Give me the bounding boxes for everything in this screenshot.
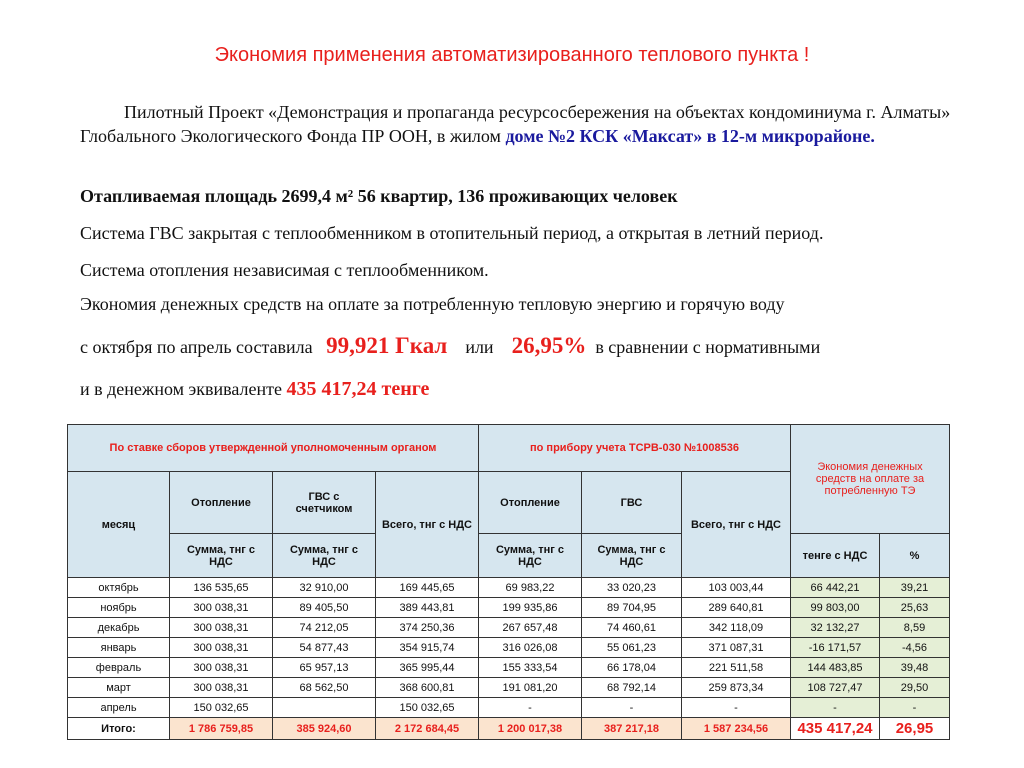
- value-cell: 300 038,31: [170, 658, 273, 678]
- header-percent: %: [880, 534, 950, 578]
- total-economy-tenge: 435 417,24: [791, 718, 880, 740]
- value-cell: 389 443,81: [376, 598, 479, 618]
- total-cell: 2 172 684,45: [376, 718, 479, 740]
- total-label: Итого:: [68, 718, 170, 740]
- total-cell: 1 587 234,56: [682, 718, 791, 740]
- value-cell: 32 132,27: [791, 618, 880, 638]
- savings-text: Экономия денежных средств на оплате за потребленную тепловую энергию и горячую воду: [80, 294, 785, 314]
- table-row: [68, 678, 950, 698]
- heating-system-text: Система отопления независимая с теплообменником.: [80, 260, 489, 280]
- month-cell: апрель: [68, 698, 170, 718]
- table-row: [68, 658, 950, 678]
- value-cell: 221 511,58: [682, 658, 791, 678]
- total-cell: 385 924,60: [273, 718, 376, 740]
- value-cell: 8,59: [880, 618, 950, 638]
- header-heating-2: Отопление: [479, 472, 582, 534]
- value-cell: 365 995,44: [376, 658, 479, 678]
- header-heating: Отопление: [170, 472, 273, 534]
- value-cell: 39,48: [880, 658, 950, 678]
- value-cell: 374 250,36: [376, 618, 479, 638]
- comparison-text: в сравнении с нормативными: [595, 337, 821, 357]
- month-cell: ноябрь: [68, 598, 170, 618]
- value-cell: 33 020,23: [582, 578, 682, 598]
- header-economy: Экономия денежных средств на оплате за потребленную ТЭ: [791, 425, 950, 534]
- value-cell: 150 032,65: [376, 698, 479, 718]
- header-tenge: тенге с НДС: [791, 534, 880, 578]
- project-text: Пилотный Проект «Демонстрация и пропаганда ресурсосбережения на объектах кондоминиума г. Алматы» Глобального Экологического Фонда ПР ООН, в жилом: [80, 102, 951, 146]
- value-cell: 108 727,47: [791, 678, 880, 698]
- value-cell: [273, 698, 376, 718]
- slide-title: Экономия применения автоматизированного теплового пункта !: [214, 44, 810, 66]
- area-text: Отапливаемая площадь 2699,4 м² 56 квартир, 136 проживающих человек: [80, 186, 678, 206]
- header-gvs: ГВС: [582, 472, 682, 534]
- value-cell: 191 081,20: [479, 678, 582, 698]
- value-cell: 99 803,00: [791, 598, 880, 618]
- value-cell: -16 171,57: [791, 638, 880, 658]
- value-cell: 316 026,08: [479, 638, 582, 658]
- value-cell: -: [880, 698, 950, 718]
- value-cell: 25,63: [880, 598, 950, 618]
- value-cell: 103 003,44: [682, 578, 791, 598]
- value-cell: 55 061,23: [582, 638, 682, 658]
- table-row: [68, 618, 950, 638]
- value-cell: -: [682, 698, 791, 718]
- value-cell: 69 983,22: [479, 578, 582, 598]
- month-cell: январь: [68, 638, 170, 658]
- value-cell: 74 212,05: [273, 618, 376, 638]
- value-cell: 68 792,14: [582, 678, 682, 698]
- value-cell: 144 483,85: [791, 658, 880, 678]
- header-total: Всего, тнг с НДС: [376, 472, 479, 578]
- total-cell: 1 200 017,38: [479, 718, 582, 740]
- value-cell: 155 333,54: [479, 658, 582, 678]
- header-gvs-meter: ГВС с счетчиком: [273, 472, 376, 534]
- month-cell: декабрь: [68, 618, 170, 638]
- header-sum-2: Сумма, тнг с НДС: [273, 534, 376, 578]
- value-cell: 259 873,34: [682, 678, 791, 698]
- money-value: 435 417,24 тенге: [286, 378, 430, 400]
- header-sum-1: Сумма, тнг с НДС: [170, 534, 273, 578]
- table-row: [68, 638, 950, 658]
- value-cell: 300 038,31: [170, 598, 273, 618]
- gcal-value: 99,921 Гкал: [326, 333, 448, 358]
- header-sum-4: Сумма, тнг с НДС: [582, 534, 682, 578]
- value-cell: -: [791, 698, 880, 718]
- savings-period-line: [80, 334, 960, 359]
- money-line: [80, 377, 960, 401]
- value-cell: -4,56: [880, 638, 950, 658]
- header-tariff-group: По ставке сборов утвержденной уполномоченным органом: [68, 425, 479, 472]
- header-sum-3: Сумма, тнг с НДС: [479, 534, 582, 578]
- or-text: или: [465, 337, 494, 357]
- value-cell: 29,50: [880, 678, 950, 698]
- gvs-system-text: Система ГВС закрытая с теплообменником в отопительный период, а открытая в летний период.: [80, 223, 824, 243]
- percent-value: 26,95%: [511, 333, 587, 358]
- house-text: доме №2 КСК «Максат» в 12-м микрорайоне.: [505, 126, 875, 146]
- value-cell: 354 915,74: [376, 638, 479, 658]
- value-cell: 54 877,43: [273, 638, 376, 658]
- table-row: [68, 598, 950, 618]
- value-cell: 89 405,50: [273, 598, 376, 618]
- value-cell: 199 935,86: [479, 598, 582, 618]
- header-total-2: Всего, тнг с НДС: [682, 472, 791, 578]
- header-meter-group: по прибору учета ТСРВ-030 №1008536: [479, 425, 791, 472]
- month-cell: март: [68, 678, 170, 698]
- total-economy-percent: 26,95: [880, 718, 950, 740]
- value-cell: 368 600,81: [376, 678, 479, 698]
- value-cell: 74 460,61: [582, 618, 682, 638]
- value-cell: 150 032,65: [170, 698, 273, 718]
- value-cell: 300 038,31: [170, 618, 273, 638]
- month-cell: октябрь: [68, 578, 170, 598]
- value-cell: 300 038,31: [170, 678, 273, 698]
- value-cell: 68 562,50: [273, 678, 376, 698]
- value-cell: 289 640,81: [682, 598, 791, 618]
- value-cell: 136 535,65: [170, 578, 273, 598]
- table-row: [68, 698, 950, 718]
- value-cell: 342 118,09: [682, 618, 791, 638]
- total-row: [68, 718, 950, 740]
- value-cell: 66 442,21: [791, 578, 880, 598]
- money-label: и в денежном эквиваленте: [80, 379, 287, 399]
- intro-paragraph: [80, 100, 960, 148]
- value-cell: 300 038,31: [170, 638, 273, 658]
- value-cell: 89 704,95: [582, 598, 682, 618]
- value-cell: -: [582, 698, 682, 718]
- value-cell: 267 657,48: [479, 618, 582, 638]
- value-cell: 66 178,04: [582, 658, 682, 678]
- month-cell: февраль: [68, 658, 170, 678]
- value-cell: 169 445,65: [376, 578, 479, 598]
- total-cell: 387 217,18: [582, 718, 682, 740]
- value-cell: 32 910,00: [273, 578, 376, 598]
- period-text: с октября по апрель составила: [80, 337, 318, 357]
- total-cell: 1 786 759,85: [170, 718, 273, 740]
- value-cell: 371 087,31: [682, 638, 791, 658]
- header-month: месяц: [68, 472, 170, 578]
- value-cell: 39,21: [880, 578, 950, 598]
- table-row: [68, 578, 950, 598]
- economy-table: [67, 424, 950, 740]
- value-cell: 65 957,13: [273, 658, 376, 678]
- value-cell: -: [479, 698, 582, 718]
